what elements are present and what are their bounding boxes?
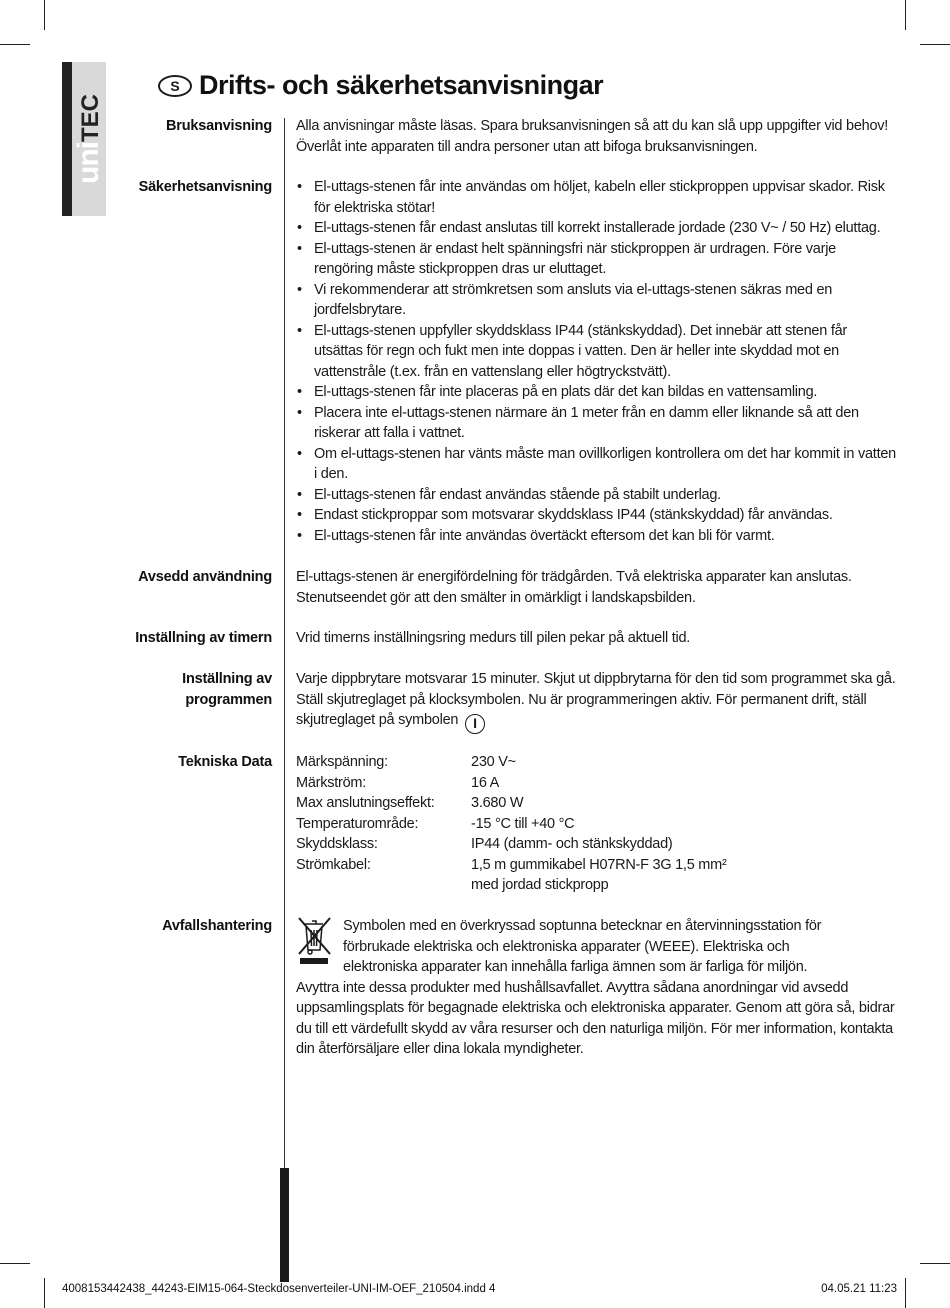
safety-list-item: • El-uttags-stenen är endast helt spänningsfri när stickproppen är urdragen. Före varje rengöring måste stickproppen dras ur eluttaget. [296, 239, 896, 280]
disposal-line-3: elektroniska apparater kan innehålla farliga ämnen som är farliga för miljön. [343, 959, 808, 975]
brand-logo-tab [62, 62, 106, 216]
program-text: Varje dippbrytare motsvarar 15 minuter. Skjut ut dippbrytarna för den tid som programmet ska gå. Ställ skjutreglaget på klocksymbolen. Nu är programmeringen aktiv. För permanent drift, ställ skjutreglaget på symbolen [296, 671, 896, 728]
brand-logo [72, 62, 106, 216]
safety-list-container [296, 177, 896, 546]
section-label: Inställning av programmen [182, 671, 272, 708]
section-label: Avfallshantering [162, 918, 272, 934]
tech-data-key: Strömkabel: [296, 856, 371, 873]
disposal-line-2: förbrukade elektriska och elektroniska apparater (WEEE). Elektriska och [343, 938, 790, 955]
tech-data-key [296, 875, 471, 896]
tech-data-value: med jordad stickpropp [471, 877, 609, 893]
footer-timestamp: 04.05.21 11:23 [821, 1283, 897, 1295]
tech-data-key: Temperaturområde: [296, 815, 419, 832]
section-text: El-uttags-stenen är energifördelning för trädgården. Två elektriska apparater kan anslutas. Stenutseendet gör att den smälter in omärkligt i landskapsbilden. [296, 569, 852, 606]
crop-mark-top-left-h [0, 44, 30, 45]
section-label: Inställning av timern [135, 630, 272, 646]
tech-data-row [296, 834, 896, 855]
brand-tab-stripe [62, 62, 72, 216]
permanent-on-symbol-icon: I [465, 714, 485, 734]
tech-data-value: 1,5 m gummikabel H07RN-F 3G 1,5 mm² [471, 856, 727, 873]
crop-mark-bottom-left-h [0, 1263, 30, 1264]
tech-data-value: -15 °C till +40 °C [471, 815, 575, 832]
tech-data-row [296, 814, 896, 835]
safety-list-item: • El-uttags-stenen får endast användas stående på stabilt underlag. [296, 485, 896, 506]
safety-list-item: • Placera inte el-uttags-stenen närmare än 1 meter från en damm eller liknande så att den riskerar att falla i vattnet. [296, 403, 896, 444]
disposal-line-1: Symbolen med en överkryssad soptunna betecknar en återvinningsstation för [343, 918, 822, 934]
tech-data-table [296, 752, 896, 896]
safety-list-item: • El-uttags-stenen får inte användas övertäckt eftersom det kan bli för varmt. [296, 526, 896, 547]
safety-list-item: • Vi rekommenderar att strömkretsen som ansluts via el-uttags-stenen säkras med en jordfelsbrytare. [296, 280, 896, 321]
tech-data-row [296, 752, 896, 773]
tech-data-key: Skyddsklass: [296, 836, 378, 852]
tech-data-row [296, 773, 896, 794]
footer-file-info: 4008153442438_44243-EIM15-064-Steckdosenverteiler-UNI-IM-OEF_210504.indd 4 [62, 1283, 496, 1295]
brand-name-part1: uni [72, 142, 105, 184]
safety-list-item: • El-uttags-stenen får endast anslutas till korrekt installerade jordade (230 V~ / 50 Hz) eluttag. [296, 218, 896, 239]
tech-data-key: Märkspänning: [296, 754, 388, 770]
page-title: Drifts- och säkerhetsanvisningar [199, 70, 604, 100]
safety-list [296, 177, 896, 546]
tech-data-value: 230 V~ [471, 754, 516, 770]
section-text: Alla anvisningar måste läsas. Spara bruksanvisningen så att du kan slå upp uppgifter vid behov! Överlåt inte apparaten till andra personer utan att bifoga bruksanvisningen. [296, 118, 889, 155]
section-text [296, 669, 896, 734]
crop-mark-bottom-right-h [920, 1263, 950, 1264]
tech-data-key: Märkström: [296, 774, 366, 791]
brand-name-part2: TEC [77, 94, 104, 142]
tech-data-value: IP44 (damm- och stänkskyddad) [471, 836, 673, 852]
crop-mark-top-right-v [905, 0, 906, 30]
tech-data-row [296, 855, 896, 876]
safety-list-item: • Om el-uttags-stenen har vänts måste man ovillkorligen kontrollera om det har kommit in vatten i den. [296, 444, 896, 485]
tech-data-value: 3.680 W [471, 795, 524, 811]
safety-list-item: • Endast stickproppar som motsvarar skyddsklass IP44 (stänkskyddad) får användas. [296, 505, 896, 526]
tech-data-row [296, 875, 896, 896]
safety-list-item: • El-uttags-stenen uppfyller skyddsklass IP44 (stänkskyddad). Det innebär att stenen får utsättas för regn och fukt men inte doppas i vatten. Den är heller inte skyddad mot en vattenstråle (t.ex. från en vattenslang eller högtryckstvätt). [296, 321, 896, 383]
crop-mark-top-left-v [44, 0, 45, 30]
section-label: Avsedd användning [138, 569, 272, 585]
language-badge: S [158, 75, 192, 97]
tech-data-row [296, 793, 896, 814]
crop-mark-bottom-right-v [905, 1278, 906, 1308]
crossed-out-bin-icon [296, 916, 334, 966]
column-divider-bar [280, 1168, 289, 1282]
disposal-text [296, 916, 896, 1060]
section-text: Vrid timerns inställningsring medurs till pilen pekar på aktuell tid. [296, 630, 691, 646]
section-label: Bruksanvisning [166, 118, 272, 134]
section-label: Säkerhetsanvisning [138, 179, 272, 195]
tech-data-key: Max anslutningseffekt: [296, 795, 435, 811]
safety-list-item: • El-uttags-stenen får inte användas om höljet, kabeln eller stickproppen uppvisar skador. Risk för elektriska stötar! [296, 177, 896, 218]
section-label: Tekniska Data [178, 754, 272, 770]
tech-data-value: 16 A [471, 774, 500, 791]
crop-mark-bottom-left-v [44, 1278, 45, 1308]
crop-mark-top-right-h [920, 44, 950, 45]
page-header [158, 70, 603, 101]
section-avfallshantering [0, 916, 950, 1060]
disposal-rest: Avyttra inte dessa produkter med hushållsavfallet. Avyttra sådana anordningar vid avsedd uppsamlingsplats för begagnade elektriska och elektroniska apparater. Genom att göra så, bidrar du till ett värdefullt skydd av våra resurser och den naturliga miljön. För mer information, kontakta din återförsäljare eller dina lokala myndigheter. [296, 979, 895, 1057]
safety-list-item: • El-uttags-stenen får inte placeras på en plats där det kan bildas en vattensamling. [296, 382, 896, 403]
